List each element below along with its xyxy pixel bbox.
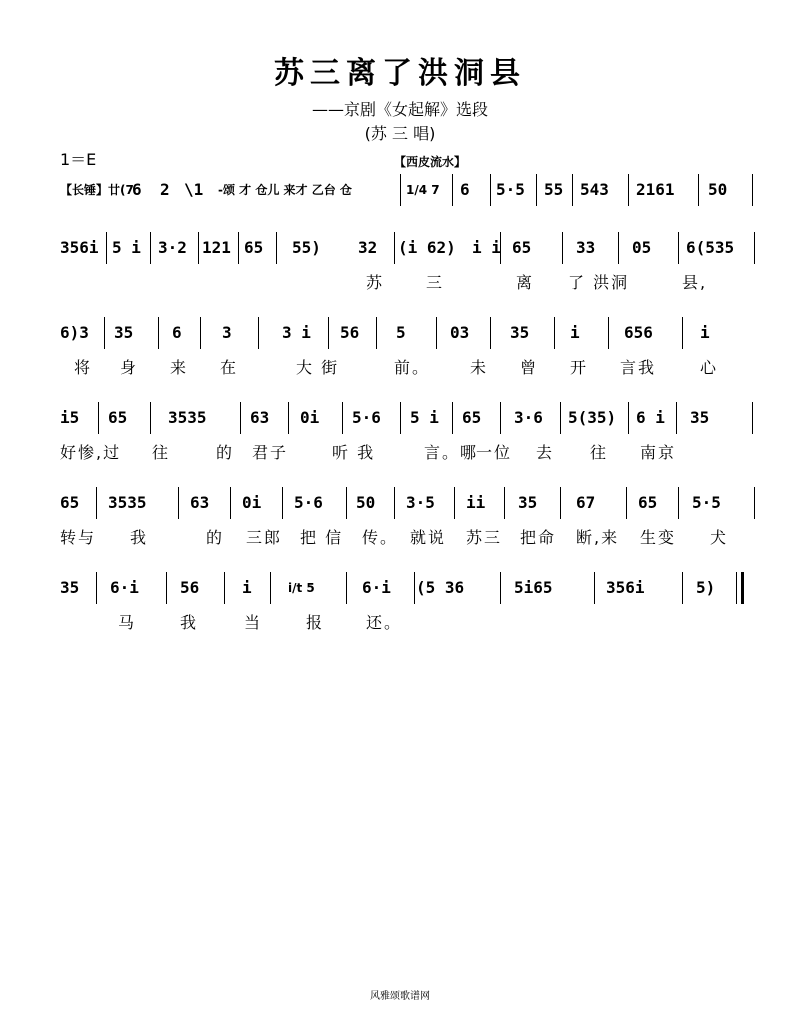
lyric-text: 君子 <box>252 443 289 462</box>
bar-line <box>394 487 395 519</box>
lyric-text: 言我 <box>620 358 657 377</box>
notation-segment: 3·2 <box>158 238 187 257</box>
notation-segment: 56 <box>340 323 360 342</box>
notation-segment: 55 <box>544 180 564 199</box>
notation-segment: (5 36 <box>416 578 465 597</box>
lyric-text: 犬 <box>710 528 729 547</box>
bar-line <box>504 487 505 519</box>
bar-line <box>342 402 343 434</box>
bar-line <box>166 572 167 604</box>
notation-segment: 35 <box>510 323 530 342</box>
lyric-text: 身 <box>120 358 139 377</box>
bar-line <box>376 317 377 349</box>
bar-line <box>676 402 677 434</box>
lyric-text: 好惨,过 <box>60 443 122 462</box>
bar-line <box>346 572 347 604</box>
notation-segment: 2161 <box>636 180 675 199</box>
lyric-text: 开 <box>570 358 589 377</box>
notation-segment: 5 i <box>410 408 439 427</box>
lyric-text: 往 <box>152 443 171 462</box>
lyric-text: 了 洪洞 <box>568 273 630 292</box>
notation-segment: 【长锤】廿(7 <box>60 183 134 197</box>
bar-line <box>752 402 753 434</box>
bar-line <box>328 317 329 349</box>
lyric-text: 三郎 <box>246 528 283 547</box>
notation-segment: 3535 <box>108 493 147 512</box>
bar-line <box>452 174 453 206</box>
notation-segment: 35 <box>690 408 710 427</box>
lyric-text: 在 <box>220 358 239 377</box>
notation-segment: 65 <box>462 408 482 427</box>
tempo-marking: 【西皮流水】 <box>394 155 467 169</box>
lyric-text: 断,来 <box>576 528 620 547</box>
lyric-text: 往 <box>590 443 609 462</box>
bar-line <box>454 487 455 519</box>
bar-line <box>628 174 629 206</box>
bar-line <box>554 317 555 349</box>
bar-line <box>500 402 501 434</box>
lyric-text: 转与 <box>60 528 97 547</box>
bar-line <box>562 232 563 264</box>
staff-line-2 <box>60 228 760 268</box>
staff-line-4 <box>60 398 760 438</box>
notation-segment: i <box>570 323 580 342</box>
notation-segment: 0i <box>242 493 262 512</box>
notation-segment: 33 <box>576 238 596 257</box>
bar-line <box>678 232 679 264</box>
bar-line <box>436 317 437 349</box>
notation-segment: (i 62) <box>398 238 456 257</box>
lyric-text: 言。哪 <box>424 443 479 462</box>
notation-segment: -颂 才 仓儿 来才 乙台 仓 <box>218 183 352 197</box>
notation-segment: 3 i <box>282 323 311 342</box>
lyric-text: 就说 <box>410 528 447 547</box>
notation-segment: 6(535 <box>686 238 735 257</box>
lyric-text: 来 <box>170 358 189 377</box>
notation-segment: 356i <box>60 238 99 257</box>
bar-line <box>270 572 271 604</box>
notation-segment: 1/4 7 <box>406 183 440 197</box>
notation-segment: 65 <box>512 238 532 257</box>
lyrics-line-5 <box>60 525 760 549</box>
lyric-text: 听 我 <box>332 443 376 462</box>
bar-line <box>626 487 627 519</box>
bar-line <box>98 402 99 434</box>
bar-line <box>500 572 501 604</box>
notation-segment: 65 <box>638 493 658 512</box>
final-bar-line <box>741 572 744 604</box>
notation-segment: ii <box>466 493 486 512</box>
bar-line <box>752 174 753 206</box>
lyrics-line-2 <box>60 270 760 294</box>
notation-segment: 56 <box>180 578 200 597</box>
lyric-text: 一位 <box>476 443 513 462</box>
song-title: 苏三离了洪洞县 <box>274 56 526 91</box>
bar-line <box>572 174 573 206</box>
lyric-text: 心 <box>700 358 719 377</box>
notation-segment: 6·i <box>110 578 139 597</box>
bar-line <box>96 487 97 519</box>
bar-line <box>150 402 151 434</box>
lyric-text: 前。 <box>394 358 431 377</box>
lyric-text: 生变 <box>640 528 677 547</box>
bar-line <box>400 174 401 206</box>
lyric-text: 当 <box>244 613 263 632</box>
notation-segment: 35 <box>60 578 80 597</box>
bar-line <box>288 402 289 434</box>
bar-line <box>282 487 283 519</box>
notation-segment: 656 <box>624 323 653 342</box>
notation-segment: 55) <box>292 238 321 257</box>
notation-segment: 356i <box>606 578 645 597</box>
watermark-footer: 风雅颂歌谱网 <box>370 991 430 1002</box>
bar-line <box>754 232 755 264</box>
notation-segment: 5 <box>396 323 406 342</box>
notation-segment: i/t 5 <box>288 581 315 595</box>
notation-segment: 35 <box>114 323 134 342</box>
lyric-text: 离 <box>516 273 535 292</box>
notation-segment: 65 <box>60 493 80 512</box>
notation-segment: 63 <box>190 493 210 512</box>
bar-line <box>698 174 699 206</box>
lyric-text: 苏 <box>366 273 385 292</box>
lyric-text: 的 <box>216 443 235 462</box>
bar-line <box>104 317 105 349</box>
bar-line <box>594 572 595 604</box>
notation-segment: 67 <box>576 493 596 512</box>
notation-segment: 0i <box>300 408 320 427</box>
lyrics-line-4 <box>60 440 760 464</box>
singer-credit: (苏 三 唱) <box>364 124 436 143</box>
bar-line <box>178 487 179 519</box>
bar-line <box>240 402 241 434</box>
notation-segment: 05 <box>632 238 652 257</box>
notation-segment: 50 <box>708 180 728 199</box>
notation-segment: i <box>700 323 710 342</box>
lyric-text: 我 <box>130 528 149 547</box>
bar-line <box>96 572 97 604</box>
bar-line <box>400 402 401 434</box>
notation-segment: 6 <box>132 180 142 199</box>
notation-segment: 5(35) <box>568 408 617 427</box>
bar-line <box>414 572 415 604</box>
notation-segment: 35 <box>518 493 538 512</box>
bar-line <box>452 402 453 434</box>
bar-line <box>608 317 609 349</box>
notation-segment: 5) <box>696 578 716 597</box>
bar-line <box>560 402 561 434</box>
lyric-text: 将 <box>74 358 93 377</box>
notation-segment: 5·5 <box>692 493 721 512</box>
bar-line <box>536 174 537 206</box>
notation-segment: 6·i <box>362 578 391 597</box>
bar-line <box>754 487 755 519</box>
lyrics-line-6 <box>60 610 760 634</box>
notation-segment: 5 i <box>112 238 141 257</box>
notation-segment: 5·5 <box>496 180 525 199</box>
bar-line <box>150 232 151 264</box>
bar-line <box>258 317 259 349</box>
notation-segment: 5i65 <box>514 578 553 597</box>
bar-line <box>682 572 683 604</box>
notation-segment: 65 <box>244 238 264 257</box>
notation-segment: 121 <box>202 238 231 257</box>
lyric-text: 曾 <box>520 358 539 377</box>
lyric-text: 把 信 <box>300 528 344 547</box>
notation-segment: 543 <box>580 180 609 199</box>
bar-line <box>230 487 231 519</box>
lyric-text: 三 <box>426 273 445 292</box>
notation-segment: i5 <box>60 408 80 427</box>
notation-segment: 2 <box>160 180 170 199</box>
bar-line <box>678 487 679 519</box>
lyric-text: 我 <box>180 613 199 632</box>
bar-line <box>628 402 629 434</box>
bar-line <box>394 232 395 264</box>
notation-segment: 3·5 <box>406 493 435 512</box>
lyrics-line-3 <box>60 355 760 379</box>
staff-line-1 <box>60 170 760 210</box>
lyric-text: 未 <box>470 358 489 377</box>
notation-segment: 5·6 <box>294 493 323 512</box>
lyric-text: 把命 <box>520 528 557 547</box>
lyric-text: 还。 <box>366 613 403 632</box>
bar-line <box>490 317 491 349</box>
bar-line <box>682 317 683 349</box>
bar-line <box>238 232 239 264</box>
lyric-text: 县, <box>682 273 708 292</box>
lyric-text: 报 <box>306 613 325 632</box>
bar-line <box>224 572 225 604</box>
lyric-text: 去 <box>536 443 555 462</box>
bar-line <box>500 232 501 264</box>
notation-segment: 3535 <box>168 408 207 427</box>
notation-segment: 03 <box>450 323 470 342</box>
notation-segment: 6)3 <box>60 323 89 342</box>
notation-segment: 6 i <box>636 408 665 427</box>
key-signature: 1＝E <box>60 150 97 169</box>
lyric-text: 传。 <box>362 528 399 547</box>
lyric-text: 大 街 <box>296 358 340 377</box>
lyric-text: 南京 <box>640 443 677 462</box>
notation-segment: 50 <box>356 493 376 512</box>
notation-segment: i <box>242 578 252 597</box>
bar-line <box>198 232 199 264</box>
notation-segment: 6 <box>460 180 470 199</box>
bar-line <box>490 174 491 206</box>
lyric-text: 的 <box>206 528 225 547</box>
bar-line <box>736 572 737 604</box>
bar-line <box>276 232 277 264</box>
notation-segment: 6 <box>172 323 182 342</box>
bar-line <box>618 232 619 264</box>
bar-line <box>158 317 159 349</box>
staff-line-5 <box>60 483 760 523</box>
lyric-text: 马 <box>118 613 137 632</box>
notation-segment: 5·6 <box>352 408 381 427</box>
notation-segment: \1 <box>184 180 204 199</box>
notation-segment: i i <box>472 238 501 257</box>
bar-line <box>200 317 201 349</box>
notation-segment: 3 <box>222 323 232 342</box>
notation-segment: 32 <box>358 238 378 257</box>
notation-segment: 65 <box>108 408 128 427</box>
staff-line-6 <box>60 568 760 608</box>
bar-line <box>560 487 561 519</box>
bar-line <box>346 487 347 519</box>
notation-segment: 63 <box>250 408 270 427</box>
lyric-text: 苏三 <box>466 528 503 547</box>
song-subtitle: ——京剧《女起解》选段 <box>311 100 488 119</box>
notation-segment: 3·6 <box>514 408 543 427</box>
staff-line-3 <box>60 313 760 353</box>
bar-line <box>106 232 107 264</box>
